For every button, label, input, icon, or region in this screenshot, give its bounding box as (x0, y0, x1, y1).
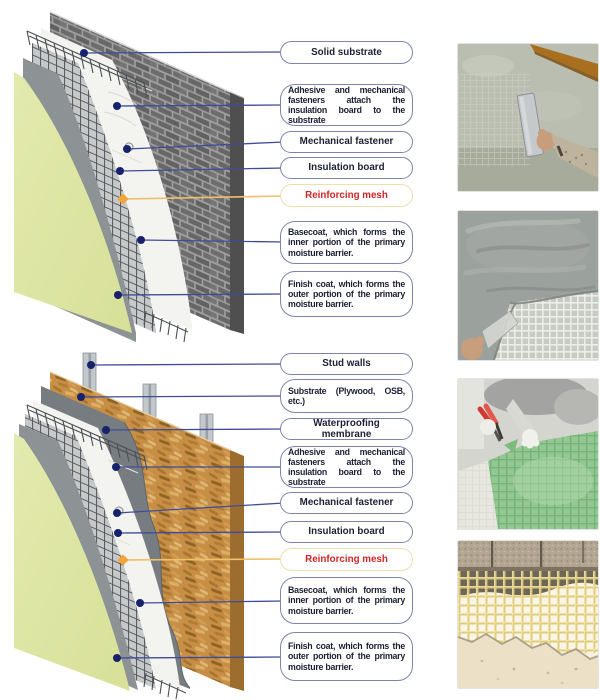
label-stud-walls: Stud walls (280, 353, 413, 375)
photo1-art (458, 44, 598, 191)
photo-cutting-green-reinforcing-mesh (458, 379, 598, 529)
label-adhesive-fasteners-2: Adhesive and mechanical fasteners attach the insulation board to the substrate (280, 446, 413, 488)
label-reinforcing-mesh: Reinforcing mesh (280, 184, 413, 207)
label-basecoat-2: Basecoat, which forms the inner portion of the primary moisture barrier. (280, 577, 413, 624)
photo4-art (458, 541, 598, 688)
label-mechanical-fastener: Mechanical fastener (280, 131, 413, 153)
photo3-art (458, 379, 598, 529)
label-solid-substrate: Solid substrate (280, 41, 413, 64)
mechanical-fastener-symbol (115, 507, 123, 515)
label-waterproofing-membrane: Waterproofing membrane (280, 418, 413, 440)
stud-wall-diagram (0, 342, 260, 700)
label-insulation-board: Insulation board (280, 157, 413, 179)
label-finish-coat: Finish coat, which forms the outer portion of the primary moisture barrier. (280, 271, 413, 317)
label-substrate-plywood-osb: Substrate (Plywood, OSB, etc.) (280, 379, 413, 413)
label-reinforcing-mesh-2: Reinforcing mesh (280, 548, 413, 571)
label-adhesive-fasteners: Adhesive and mechanical fasteners attach the insulation board to the substrate (280, 84, 413, 126)
finish-coat-strip (458, 541, 598, 571)
label-finish-coat-2: Finish coat, which forms the outer portion of the primary moisture barrier. (280, 632, 413, 681)
label-mechanical-fastener-2: Mechanical fastener (280, 492, 413, 514)
mechanical-fastener-symbol (125, 143, 133, 151)
photo-wet-basecoat-over-mesh (458, 211, 598, 360)
solid-substrate-diagram (0, 0, 260, 348)
photo2-art (458, 211, 598, 360)
label-basecoat: Basecoat, which forms the inner portion of the primary moisture barrier. (280, 221, 413, 264)
photo-troweling-basecoat-on-wall (458, 44, 598, 191)
label-insulation-board-2: Insulation board (280, 521, 413, 543)
photo-eifs-layers-closeup (458, 541, 598, 688)
